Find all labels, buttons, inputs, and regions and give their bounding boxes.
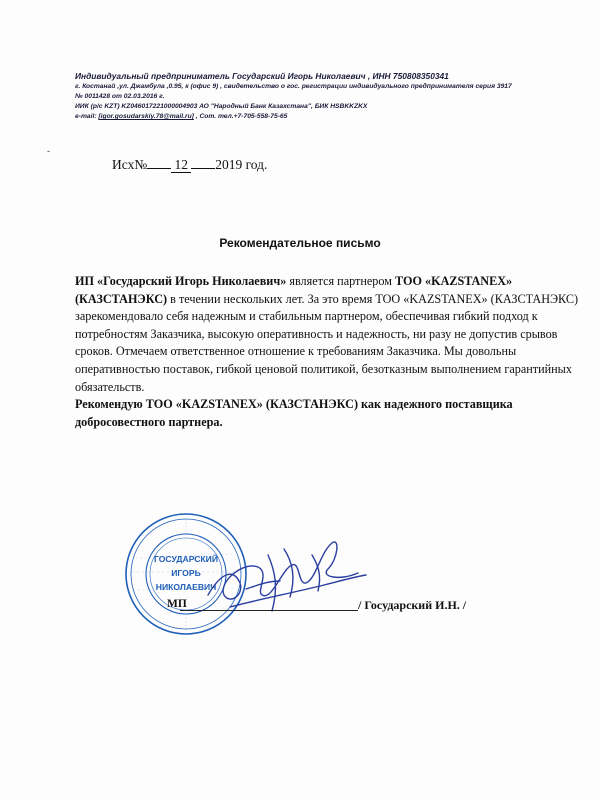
outgoing-blank-1: [147, 168, 171, 169]
signature-stroke-1: [208, 542, 358, 599]
body-recommendation: [75, 396, 575, 414]
letterhead-address: г. Костанай ,ул. Джамбула ,0.95, к (офис 9) , свидетельство о гос. регистрации индивидуального предпринимателя серия 3917: [75, 83, 512, 90]
signature-stroke-6: [312, 555, 320, 591]
body-recommendation-end: [75, 414, 575, 432]
email-label: e-mail:: [75, 113, 99, 120]
mp-seal-label: МП: [167, 598, 187, 610]
letterhead: [75, 70, 585, 122]
handwritten-signature: [200, 525, 370, 617]
signature-stroke-2: [230, 575, 366, 607]
body-line-4: потребностям Заказчика, высокую оперативность и надежность, ни разу не допустив срывов: [75, 326, 558, 341]
letterhead-title: Индивидуальный предприниматель Государский Игорь Николаевич , ИНН 750808350341: [75, 71, 449, 81]
body-company-too: ТОО «KAZSTANEX»: [395, 274, 513, 288]
body-line-2: [75, 291, 579, 309]
body-line-1: [75, 273, 575, 291]
body-company-translit: (КАЗСТАНЭКС): [75, 291, 168, 306]
outgoing-number: 12: [171, 158, 191, 173]
outgoing-date: 2019 год.: [215, 157, 268, 172]
stamp-text-line-2: ИГОРЬ: [171, 568, 201, 578]
body-line-6: оперативностью поставок, гибкой ценовой политикой, безотказным выполнением гарантийных: [75, 361, 572, 376]
signatory-name: / Государский И.Н. /: [358, 598, 467, 612]
letter-title: Рекомендательное письмо: [219, 236, 381, 250]
letter-body: [75, 273, 579, 431]
email-link[interactable]: [igor.gosudarskiy.78@mail.ru]: [98, 113, 194, 120]
signature-line: [180, 610, 358, 611]
body-line-3: зарекомендовало себя надежным и стабильным партнером, обеспечивая гибкий подход к: [75, 309, 538, 324]
stamp-text-line-1: ГОСУДАРСКИЙ: [153, 554, 219, 564]
outgoing-reference: [112, 157, 267, 173]
corner-mark: -: [47, 146, 50, 156]
body-text-fragment: является партнером: [286, 274, 396, 288]
body-line-7: обязательств.: [75, 379, 145, 394]
body-recommendation-bold: Рекомендую ТОО «KAZSTANEX» (КАЗСТАНЭКС) как надежного поставщика: [75, 397, 513, 412]
letterhead-bank: ИИК (р/с KZT) KZ046017221000004903 АО "Народный Банк Казахстана", БИК HSBKKZKX: [75, 103, 368, 110]
body-recommendation-end-bold: добросовестного партнера.: [75, 414, 223, 429]
letterhead-contacts: [75, 112, 585, 122]
body-line-5: сроков. Отмечаем ответственное отношение к требованиям Заказчика. Мы довольны: [75, 344, 517, 359]
stamp-text-line-3: НИКОЛАЕВИЧ: [155, 582, 217, 592]
letterhead-certificate: № 0011428 от 02.03.2016 г.: [75, 93, 165, 100]
phone-text: , Сот. тел.+7-705-558-75-65: [193, 113, 288, 120]
outgoing-blank-2: [191, 168, 215, 169]
signature-stroke-3: [268, 555, 275, 611]
signature-stroke-4: [284, 549, 293, 597]
body-text-fragment: в течении нескольких лет. За это время ТОО «KAZSTANEX» (КАЗСТАНЭКС): [167, 291, 579, 306]
body-company-ip: ИП «Государский Игорь Николаевич»: [75, 274, 287, 288]
outgoing-prefix: Исх№: [112, 157, 148, 172]
